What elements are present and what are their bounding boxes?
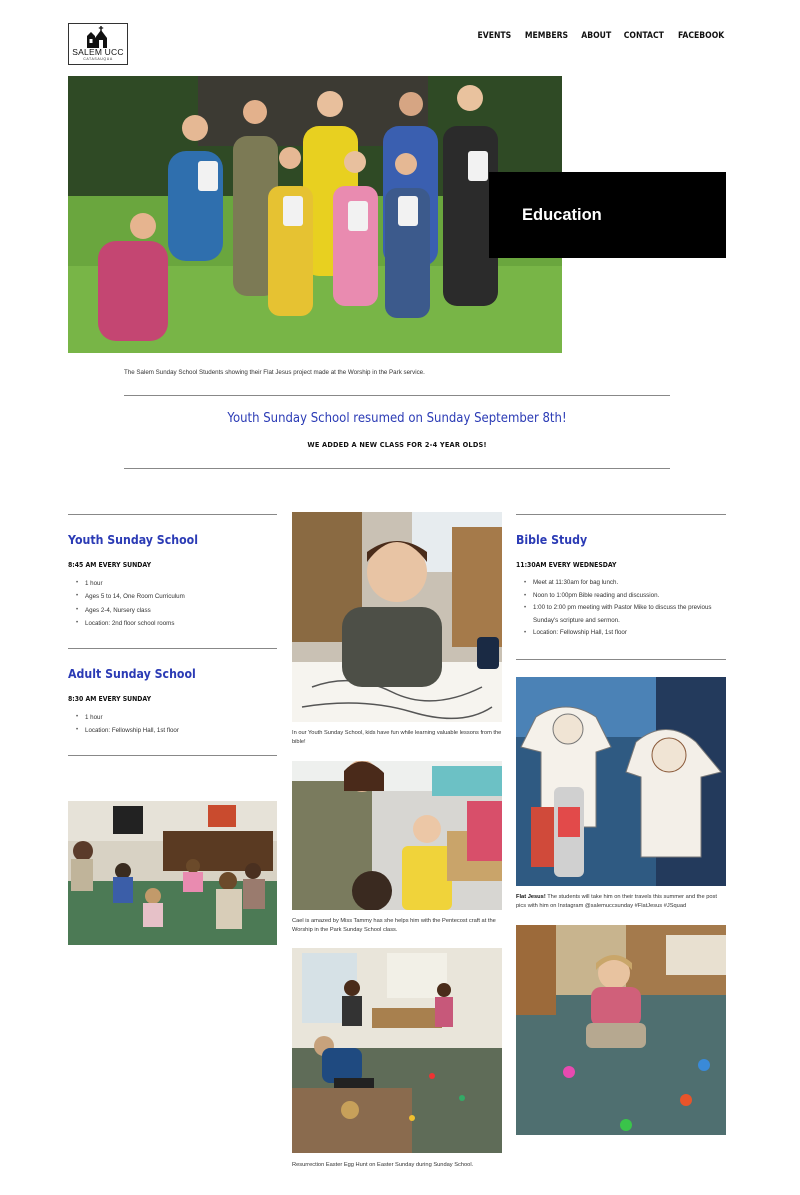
- divider: [124, 468, 670, 469]
- adult-details-list: [76, 711, 179, 738]
- flat-jesus-caption: [516, 893, 728, 911]
- logo-subtitle: CATASAUQUA: [83, 57, 113, 61]
- page-title: Education: [522, 205, 602, 224]
- easter-caption: Resurrection Easter Egg Hunt on Easter Sunday during Sunday School.: [292, 1162, 474, 1168]
- nav-events[interactable]: EVENTS: [477, 30, 512, 40]
- divider: [68, 514, 277, 515]
- list-item: • Meet at 11:30am for bag lunch.: [524, 577, 734, 590]
- pentecost-caption: Cael is amazed by Miss Tammy has she helps him with the Pentecost craft at the Worship in the Park Sunday School class.: [292, 918, 496, 933]
- flat-jesus-caption-text: The students will take him on their travels this summer and the post pics with him on Instagram @salemuccsunday #FlatJesus #JSquad: [516, 894, 717, 909]
- youth-sunday-school-title: Youth Sunday School: [68, 532, 198, 547]
- announcement-title: Youth Sunday School resumed on Sunday September 8th!: [227, 411, 567, 426]
- coloring-photo: [292, 512, 502, 722]
- nav-about[interactable]: ABOUT: [580, 30, 611, 40]
- logo-name: SALEM UCC: [72, 47, 124, 57]
- easter-egg-hunt-photo: [292, 948, 502, 1153]
- list-item: • Noon to 1:00pm Bible reading and discussion.: [524, 590, 734, 603]
- main-nav: [476, 30, 726, 40]
- youth-details-list: [76, 577, 185, 631]
- list-item: • Location: Fellowship Hall, 1st floor: [524, 627, 734, 640]
- list-item: • 1 hour: [76, 711, 179, 724]
- divider: [68, 755, 277, 756]
- list-item: • 1 hour: [76, 577, 185, 590]
- list-item: • Location: 2nd floor school rooms: [76, 617, 185, 630]
- nav-facebook[interactable]: FACEBOOK: [677, 30, 724, 40]
- flat-jesus-caption-bold: Flat Jesus!: [516, 894, 546, 900]
- bible-study-title: Bible Study: [516, 532, 588, 547]
- classroom-photo: [68, 801, 277, 945]
- adult-sunday-school-title: Adult Sunday School: [68, 666, 196, 681]
- flat-jesus-photo: [516, 677, 726, 886]
- divider: [68, 648, 277, 649]
- site-logo[interactable]: [68, 23, 128, 65]
- list-item: • 1:00 to 2:00 pm meeting with Pastor Mike to discuss the previous Sunday's scripture and sermon.: [524, 602, 734, 627]
- church-icon: [83, 26, 113, 48]
- list-item: • Ages 2-4, Nursery class: [76, 604, 185, 617]
- toddler-egg-photo: [516, 925, 726, 1135]
- nav-contact[interactable]: CONTACT: [623, 30, 665, 40]
- youth-sunday-school-time: 8:45 AM EVERY SUNDAY: [68, 561, 152, 569]
- list-item: • Ages 5 to 14, One Room Curriculum: [76, 590, 185, 603]
- bible-study-time: 11:30AM EVERY WEDNESDAY: [516, 561, 617, 569]
- hero-photo: [68, 76, 562, 353]
- bible-details-list: [524, 577, 734, 640]
- coloring-caption: In our Youth Sunday School, kids have fun while learning valuable lessons from the bible!: [292, 730, 502, 745]
- hero-caption: The Salem Sunday School Students showing their Flat Jesus project made at the Worship in the Park service.: [124, 369, 425, 376]
- divider: [124, 395, 670, 396]
- nav-members[interactable]: MEMBERS: [524, 30, 568, 40]
- list-item: • Location: Fellowship Hall, 1st floor: [76, 724, 179, 737]
- divider: [516, 514, 726, 515]
- adult-sunday-school-time: 8:30 AM EVERY SUNDAY: [68, 695, 152, 703]
- hero-title-box: [489, 172, 726, 258]
- announcement-subtitle: WE ADDED A NEW CLASS FOR 2-4 YEAR OLDS!: [307, 441, 487, 449]
- divider: [516, 659, 726, 660]
- pentecost-craft-photo: [292, 761, 502, 910]
